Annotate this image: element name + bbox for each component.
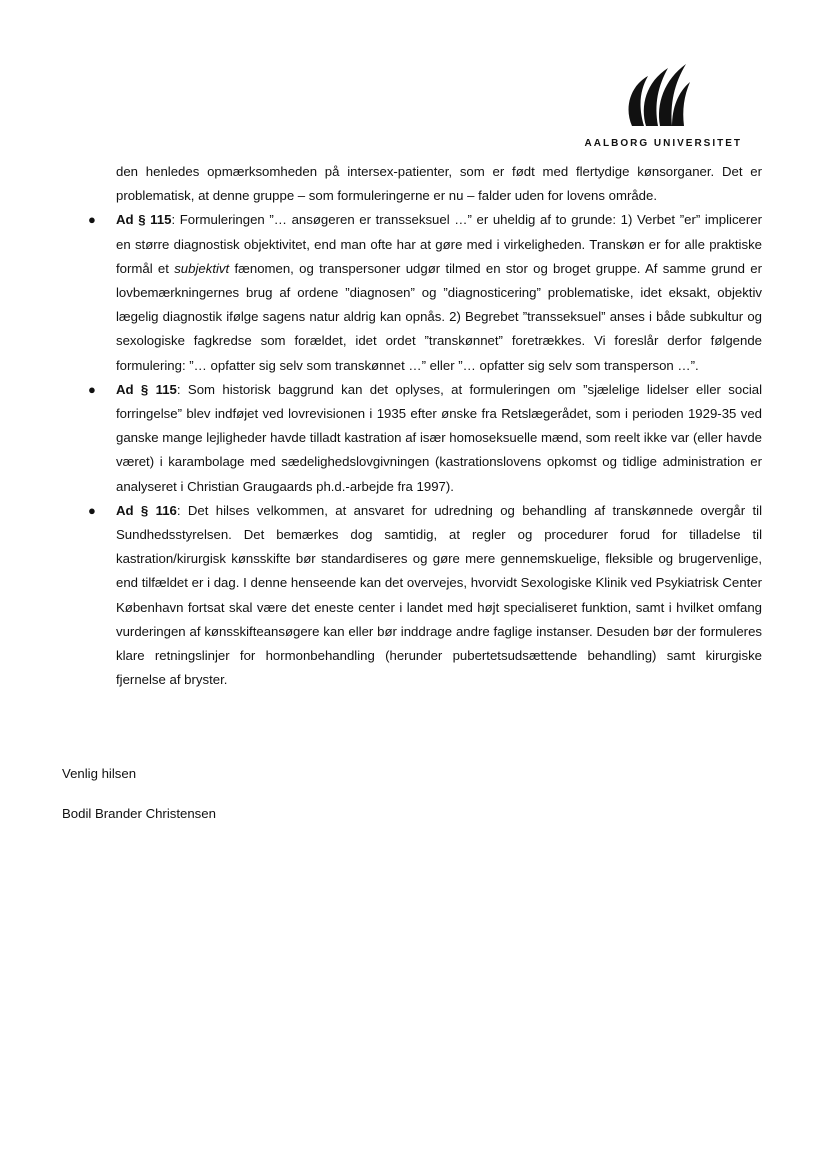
item-text-end: fænomen, og transpersoner udgør tilmed en stor og broget gruppe. Af samme grund er lovbemærkningernes brug af ordene ”diagnosen” og ”diagnosticering” problematiske, idet eksakt, objektiv lægelig diagnostik ifølge sagens natur aldrig kan opnås. 2) Begrebet ”transseksuel” anses i både subkultur og sexologiske fagkredse som forældet, idet ordet ”transkønnet” foretrækkes. Vi foreslår derfor følgende formulering: ”… opfatter sig selv som transkønnet …” eller ”… opfatter sig selv som transperson …”. bbox=[116, 260, 762, 373]
list-item bbox=[62, 499, 762, 693]
signature: Bodil Brander Christensen bbox=[62, 806, 216, 821]
logo-text: AALBORG UNIVERSITET bbox=[584, 138, 742, 149]
item-emphasis: subjektivt bbox=[174, 260, 230, 276]
bullet-icon: ● bbox=[88, 381, 96, 397]
bullet-icon: ● bbox=[88, 212, 96, 228]
item-label: Ad § 115 bbox=[116, 212, 172, 228]
item-text: : Det hilses velkommen, at ansvaret for udredning og behandling af transkønnede overgår til Sundhedsstyrelsen. Det bemærkes dog samtidig, at regler og procedurer forud for tilladelse til kastration/kirurgisk kønsskifte bør standardiseres og gøre mere gennemskuelige, fleksible og brugervenlige, end tilfældet er i dag. I denne henseende kan det overvejes, hvorvidt Sexologiske Klinik ved Psykiatrisk Center København fortsat skal være det eneste center i landet med højt specialiseret funktion, samt i hvilket omfang vurderingen af kønsskifteansøgere kan eller bør inddrage andre faglige instanser. Desuden bør der formuleres klare retningslinjer for hormonbehandling (herunder pubertetsudsættende behandling) samt kirurgiske fjernelse af bryster. bbox=[116, 502, 763, 688]
list-item bbox=[62, 378, 762, 499]
item-text: : Formuleringen ”… ansøgeren er transseksuel …” er uheldig af to grunde: 1) Verbet ”er” implicerer en større diagnostisk objektivitet, end man ofte har at gøre med i virkeligheden. Transkøn er for alle praktiske formål et bbox=[116, 212, 763, 276]
university-logo bbox=[570, 62, 742, 154]
letter-body bbox=[62, 160, 762, 692]
bullet-icon: ● bbox=[88, 502, 96, 518]
item-label: Ad § 116 bbox=[116, 502, 177, 518]
item-label: Ad § 115 bbox=[116, 381, 177, 397]
item-text: : Som historisk baggrund kan det oplyses, at formuleringen om ”sjælelige lidelser eller social forringelse” blev indføjet ved lovrevisionen i 1935 efter ønske fra Retslægerådet, som i perioden 1929-35 ved ganske mange lejligheder havde tilladt kastration af især homoseksuelle mænd, som reelt ikke var (eller havde været) i karambolage med sædelighedslovgivningen (kastrationslovens opkomst og tidlige administration er analyseret i Christian Graugaards ph.d.-arbejde fra 1997). bbox=[116, 381, 763, 494]
intro-paragraph: den henledes opmærksomheden på intersex-patienter, som er født med flertydige kønsorganer. Det er problematisk, at denne gruppe – som formuleringerne er nu – falder uden for lovens område. bbox=[116, 164, 762, 204]
list-item bbox=[62, 208, 762, 377]
closing-greeting: Venlig hilsen bbox=[62, 766, 137, 781]
comment-list bbox=[62, 208, 762, 692]
aau-flame-logo-icon bbox=[622, 62, 692, 128]
